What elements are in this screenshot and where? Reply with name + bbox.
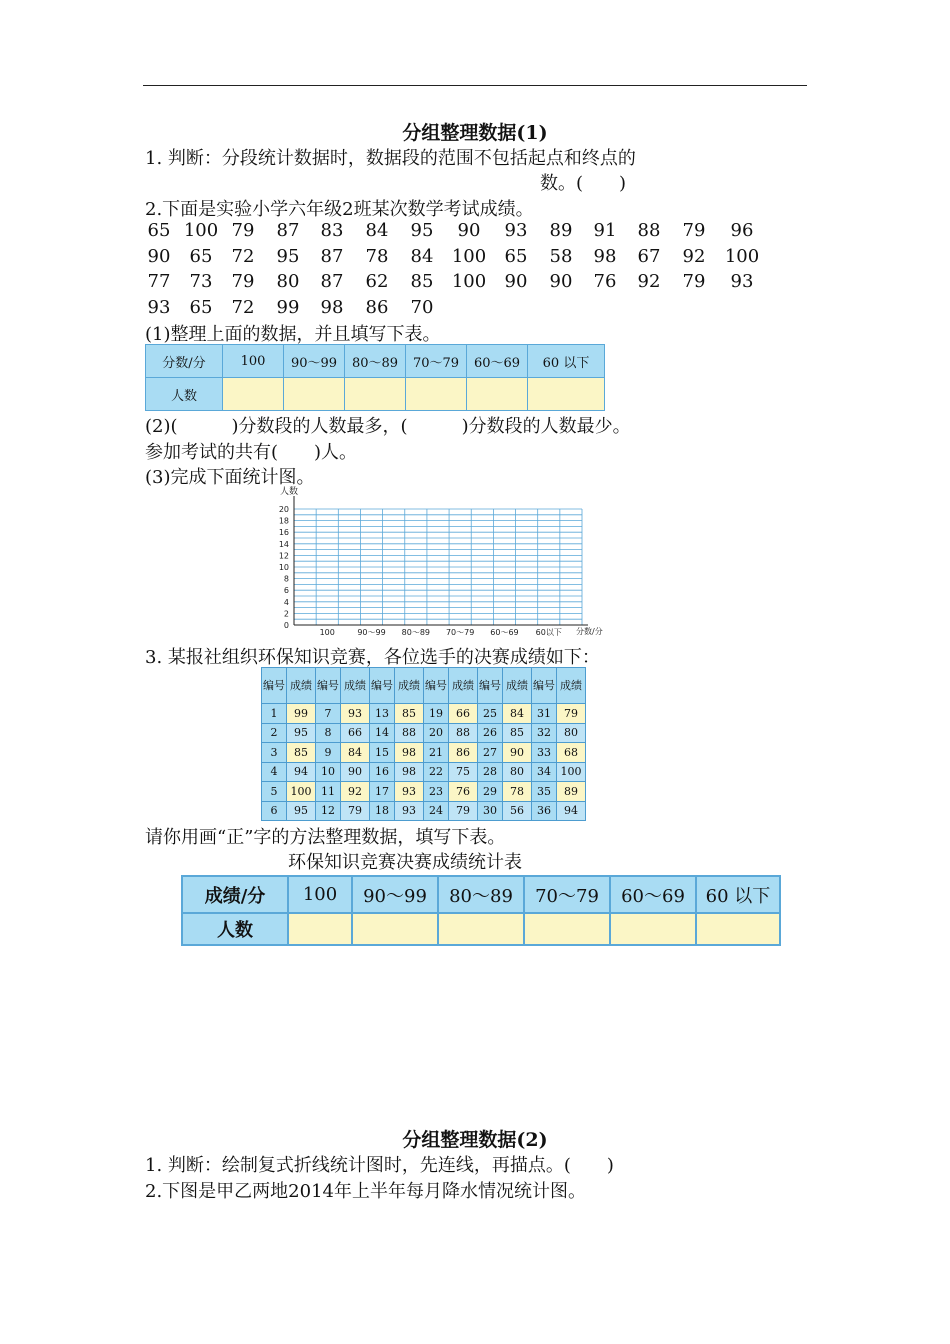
score-value: 84	[410, 245, 434, 267]
contestant-id: 13	[370, 704, 395, 724]
contestant-score: 94	[557, 801, 586, 821]
contestant-id: 28	[478, 762, 503, 782]
score-value: 90	[147, 245, 171, 267]
chart-y-ticks	[279, 505, 289, 630]
score-header: 成绩	[395, 668, 424, 704]
y-tick-label: 2	[283, 609, 289, 619]
chart-x-label: 分数/分	[576, 627, 603, 636]
sub3-text: (3)完成下面统计图。	[145, 467, 315, 488]
contestant-score: 98	[395, 762, 424, 782]
score-value: 89	[549, 220, 573, 241]
contestant-id: 33	[532, 743, 557, 763]
score-value: 65	[147, 220, 171, 241]
sub2-line2: 参加考试的共有( )人。	[145, 442, 358, 463]
table1-blank-cell[interactable]	[223, 378, 284, 411]
contestant-score: 79	[557, 704, 586, 724]
score-value: 100	[724, 245, 760, 267]
id-header: 编号	[532, 668, 557, 704]
score-value: 95	[276, 245, 300, 267]
y-tick-label: 18	[278, 516, 289, 526]
table3-header-cell: 70～79	[524, 876, 610, 913]
q3-intro: 3. 某报社组织环保知识竞赛，各位选手的决赛成绩如下：	[145, 647, 600, 668]
blank-bar-chart	[270, 482, 610, 642]
contestant-id: 17	[370, 782, 395, 802]
section2-q1: 1. 判断：绘制复式折线统计图时，先连线，再描点。( )	[145, 1155, 614, 1176]
score-value: 79	[231, 271, 255, 292]
score-value: 95	[410, 220, 434, 241]
contestant-score: 98	[395, 743, 424, 763]
table3-blank-cell[interactable]	[352, 913, 438, 945]
contestant-score: 95	[287, 723, 316, 743]
id-header: 编号	[370, 668, 395, 704]
score-value: 90	[549, 271, 573, 292]
section2-q2: 2.下图是甲乙两地2014年上半年每月降水情况统计图。	[145, 1181, 586, 1202]
table1-header-cell: 分数/分	[146, 345, 223, 378]
score-value: 80	[276, 271, 300, 292]
contestant-score: 68	[557, 743, 586, 763]
score-table-1	[145, 344, 605, 411]
contestant-score: 75	[449, 762, 478, 782]
contestant-score: 66	[449, 704, 478, 724]
x-tick-label: 70～79	[445, 628, 475, 637]
score-header: 成绩	[557, 668, 586, 704]
contestant-id: 29	[478, 782, 503, 802]
id-header: 编号	[478, 668, 503, 704]
score-value: 100	[183, 220, 219, 241]
contestant-id: 14	[370, 723, 395, 743]
table1-header-cell: 80～89	[345, 345, 406, 378]
contestant-id: 21	[424, 743, 449, 763]
contestant-id: 24	[424, 801, 449, 821]
score-value: 77	[147, 271, 171, 292]
contestant-id: 10	[316, 762, 341, 782]
contestant-score: 80	[557, 723, 586, 743]
table1-header-cell: 70～79	[406, 345, 467, 378]
y-tick-label: 12	[278, 551, 289, 561]
score-value: 85	[410, 271, 434, 292]
score-value: 79	[682, 271, 706, 292]
contestant-id: 3	[262, 743, 287, 763]
score-value: 76	[593, 271, 617, 292]
y-tick-label: 4	[283, 597, 289, 607]
score-value: 73	[189, 271, 213, 292]
contestant-score: 92	[341, 782, 370, 802]
contestant-score: 88	[395, 723, 424, 743]
table3-header-cell: 60～69	[610, 876, 696, 913]
contestant-id: 26	[478, 723, 503, 743]
score-value: 79	[231, 220, 255, 241]
id-header: 编号	[316, 668, 341, 704]
score-value: 100	[451, 271, 487, 292]
table1-blank-cell[interactable]	[467, 378, 528, 411]
score-value: 86	[365, 296, 389, 318]
contestant-id: 9	[316, 743, 341, 763]
score-value: 93	[730, 271, 754, 292]
contestant-id: 1	[262, 704, 287, 724]
contestant-score: 99	[287, 704, 316, 724]
section2-title: 分组整理数据(2)	[402, 1129, 548, 1151]
score-value: 93	[147, 296, 171, 318]
table3-header-cell: 80～89	[438, 876, 524, 913]
contestant-id: 23	[424, 782, 449, 802]
table3-header-cell: 90～99	[352, 876, 438, 913]
score-value: 72	[231, 296, 255, 318]
sub2-line1: (2)( )分数段的人数最多，( )分数段的人数最少。	[145, 416, 631, 437]
contestant-score: 85	[287, 743, 316, 763]
score-header: 成绩	[503, 668, 532, 704]
contestant-id: 5	[262, 782, 287, 802]
q1-line2: 数。( )	[540, 173, 627, 194]
table1-header-cell: 90～99	[284, 345, 345, 378]
score-value: 78	[365, 245, 389, 267]
contestant-score: 93	[395, 801, 424, 821]
table3-header-cell: 100	[288, 876, 352, 913]
contestant-score: 79	[341, 801, 370, 821]
top-rule	[143, 85, 807, 86]
contestant-id: 6	[262, 801, 287, 821]
contestant-score: 86	[449, 743, 478, 763]
score-value: 87	[320, 271, 344, 292]
score-value: 65	[189, 245, 213, 267]
table3-blank-cell[interactable]	[438, 913, 524, 945]
contestant-id: 20	[424, 723, 449, 743]
contestant-score: 56	[503, 801, 532, 821]
contestant-id: 35	[532, 782, 557, 802]
contestant-id: 15	[370, 743, 395, 763]
contestant-score: 78	[503, 782, 532, 802]
contestant-id: 32	[532, 723, 557, 743]
table3-blank-cell[interactable]	[696, 913, 780, 945]
id-header: 编号	[424, 668, 449, 704]
contestant-id: 16	[370, 762, 395, 782]
score-value: 90	[504, 271, 528, 292]
table3-header-cell: 成绩/分	[182, 876, 288, 913]
contestant-score: 93	[341, 704, 370, 724]
contestant-id: 18	[370, 801, 395, 821]
score-value: 65	[504, 245, 528, 267]
chart-grid	[294, 496, 588, 625]
contestant-id: 30	[478, 801, 503, 821]
table1-header-cell: 60 以下	[528, 345, 605, 378]
contestant-id: 36	[532, 801, 557, 821]
contestant-id: 7	[316, 704, 341, 724]
chart-y-label: 人数	[280, 487, 299, 497]
y-tick-label: 8	[283, 574, 289, 584]
score-value: 84	[365, 220, 389, 241]
contestant-score: 100	[287, 782, 316, 802]
y-tick-label: 10	[278, 563, 289, 572]
contestant-score: 93	[395, 782, 424, 802]
score-value: 92	[682, 245, 706, 267]
contestant-id: 4	[262, 762, 287, 782]
x-tick-label: 60以下	[535, 628, 562, 637]
table3-blank-cell[interactable]	[524, 913, 610, 945]
score-value: 99	[276, 296, 300, 318]
table1-header-cell: 100	[223, 345, 284, 378]
y-tick-label: 20	[278, 505, 289, 514]
table1-row-label: 人数	[146, 378, 223, 411]
score-value: 83	[320, 220, 344, 241]
contestant-id: 2	[262, 723, 287, 743]
contest-score-table	[261, 667, 586, 821]
stat-table-title: 环保知识竞赛决赛成绩统计表	[288, 852, 522, 873]
x-tick-label: 100	[319, 628, 335, 637]
contestant-score: 94	[287, 762, 316, 782]
score-value: 87	[320, 245, 344, 267]
score-value: 93	[504, 220, 528, 241]
score-value: 90	[457, 220, 481, 241]
x-tick-label: 80～89	[401, 628, 431, 637]
score-value: 58	[549, 245, 573, 267]
contestant-score: 84	[503, 704, 532, 724]
y-tick-label: 16	[278, 528, 289, 538]
contestant-id: 27	[478, 743, 503, 763]
score-value: 87	[276, 220, 300, 241]
table1-blank-cell[interactable]	[406, 378, 467, 411]
x-tick-label: 60～69	[490, 628, 519, 637]
id-header: 编号	[262, 668, 287, 704]
contestant-id: 11	[316, 782, 341, 802]
score-value: 79	[682, 220, 706, 241]
score-value: 72	[231, 245, 255, 267]
score-header: 成绩	[341, 668, 370, 704]
table1-blank-cell[interactable]	[528, 378, 605, 411]
score-header: 成绩	[449, 668, 478, 704]
contestant-id: 25	[478, 704, 503, 724]
score-table-3	[181, 875, 781, 946]
score-value: 96	[730, 220, 754, 241]
table3-row-label: 人数	[182, 913, 288, 945]
score-value: 91	[593, 220, 617, 241]
score-value: 67	[637, 245, 661, 267]
sub1-text: (1)整理上面的数据，并且填写下表。	[145, 324, 441, 345]
contestant-score: 90	[503, 743, 532, 763]
y-tick-label: 0	[283, 621, 289, 630]
score-value: 70	[410, 296, 434, 318]
contestant-score: 85	[395, 704, 424, 724]
contestant-id: 19	[424, 704, 449, 724]
y-tick-label: 14	[278, 539, 289, 549]
contestant-score: 76	[449, 782, 478, 802]
q2-intro: 2.下面是实验小学六年级2班某次数学考试成绩。	[145, 199, 534, 220]
score-value: 98	[320, 296, 344, 318]
score-header: 成绩	[287, 668, 316, 704]
table3-header-cell: 60 以下	[696, 876, 780, 913]
score-value: 65	[189, 296, 213, 318]
contestant-score: 88	[449, 723, 478, 743]
section1-title: 分组整理数据(1)	[402, 122, 548, 144]
contestant-id: 34	[532, 762, 557, 782]
table3-blank-cell[interactable]	[610, 913, 696, 945]
contestant-score: 66	[341, 723, 370, 743]
contestant-id: 8	[316, 723, 341, 743]
contestant-score: 100	[557, 762, 586, 782]
contestant-id: 31	[532, 704, 557, 724]
contestant-score: 95	[287, 801, 316, 821]
score-value: 92	[637, 271, 661, 292]
score-value: 62	[365, 271, 389, 292]
contestant-score: 79	[449, 801, 478, 821]
contestant-id: 22	[424, 762, 449, 782]
q1-line1: 1. 判断：分段统计数据时，数据段的范围不包括起点和终点的	[145, 148, 636, 169]
table1-blank-cell[interactable]	[345, 378, 406, 411]
score-value: 98	[593, 245, 617, 267]
contestant-score: 84	[341, 743, 370, 763]
contestant-score: 89	[557, 782, 586, 802]
contestant-score: 90	[341, 762, 370, 782]
table3-blank-cell[interactable]	[288, 913, 352, 945]
table1-header-cell: 60～69	[467, 345, 528, 378]
q3-instruction: 请你用画“正”字的方法整理数据，填写下表。	[145, 827, 506, 848]
chart-x-ticks	[320, 628, 562, 637]
contestant-id: 12	[316, 801, 341, 821]
contestant-score: 85	[503, 723, 532, 743]
score-value: 88	[637, 220, 661, 241]
y-tick-label: 6	[283, 586, 289, 596]
score-value: 100	[451, 245, 487, 267]
x-tick-label: 90～99	[357, 628, 386, 637]
contestant-score: 80	[503, 762, 532, 782]
table1-blank-cell[interactable]	[284, 378, 345, 411]
